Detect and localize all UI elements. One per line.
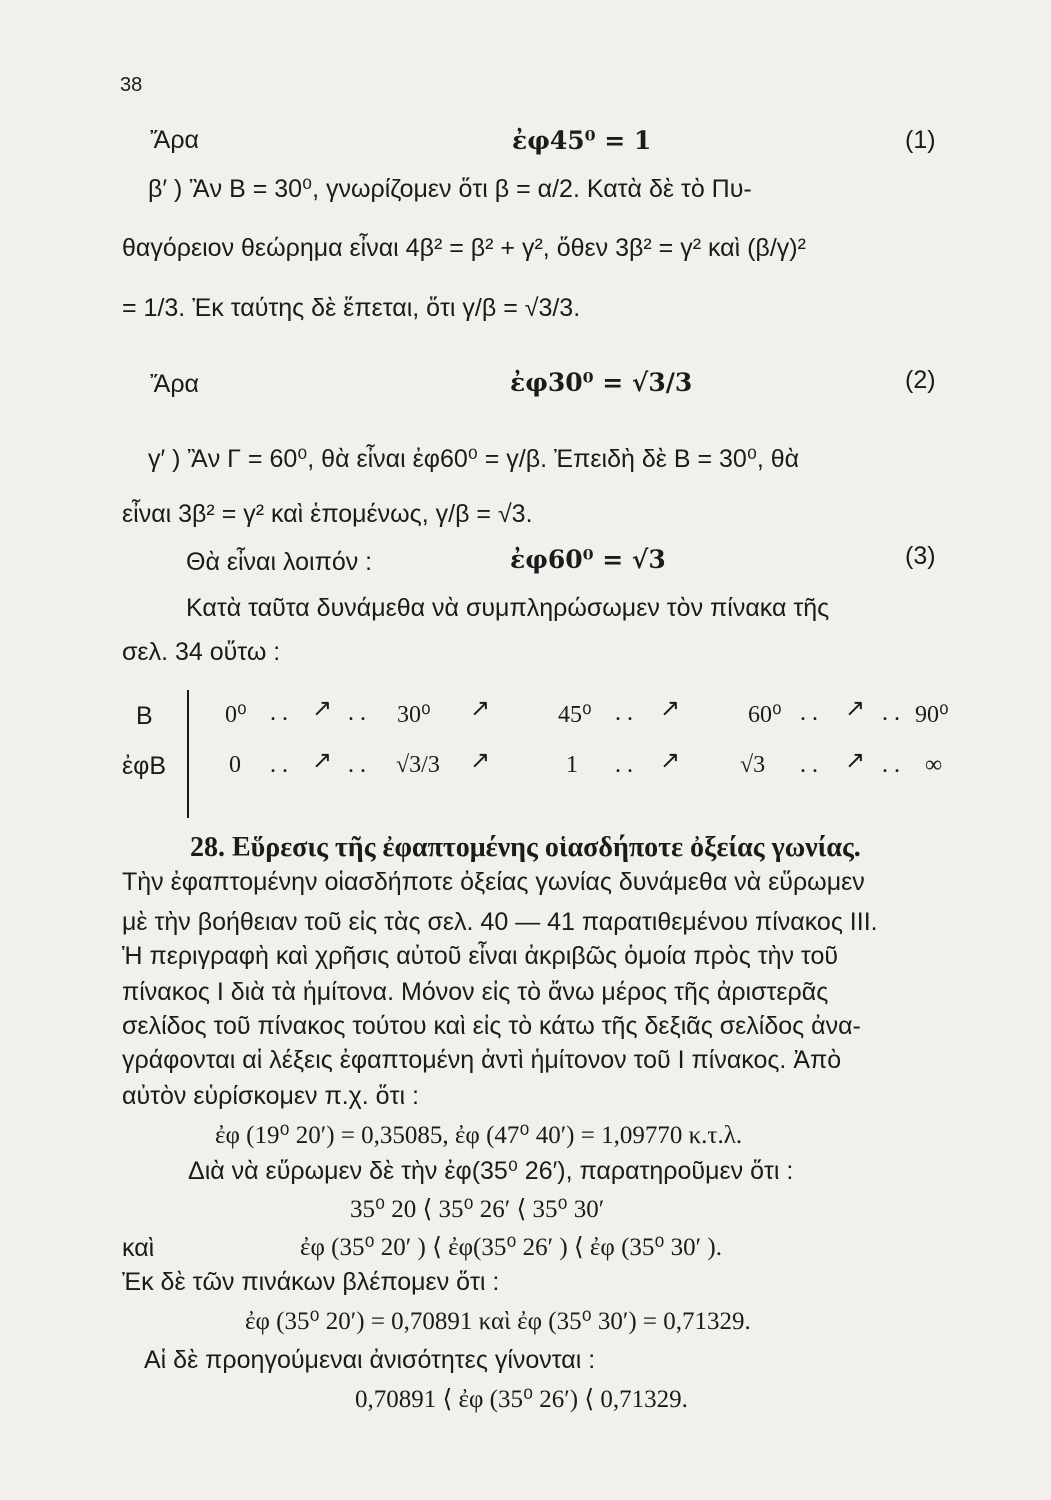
- tha-einai-formula: ἐφ60⁰ = √3: [510, 545, 666, 574]
- dia-na-line: Διὰ νὰ εὕρωμεν δὲ τὴν ἐφ(35⁰ 26′), παρατηροῦμεν ὅτι :: [188, 1157, 794, 1185]
- b-value-60: 60⁰: [748, 702, 782, 728]
- paragraph-line-6: γράφονται αἱ λέξεις ἐφαπτομένη ἀντὶ ἡμίτονον τοῦ Ι πίνακος. Ἀπὸ: [122, 1046, 842, 1074]
- gamma-line: γ′ ) Ἂν Γ = 60⁰, θὰ εἶναι ἐφ60⁰ = γ/β. Ἐπειδὴ δὲ Β = 30⁰, θὰ: [148, 445, 800, 473]
- ara-2-word: Ἄρα: [150, 370, 200, 398]
- dots: . .: [882, 752, 900, 778]
- tha-einai-word: Θὰ εἶναι λοιπόν :: [186, 548, 373, 576]
- dots: . .: [348, 700, 366, 726]
- table-values-line: ἐφ (35⁰ 20′) = 0,70891 καὶ ἐφ (35⁰ 30′) = 0,71329.: [245, 1308, 751, 1335]
- ai-de-line: Αἱ δὲ προηγούμεναι ἀνισότητες γίνονται :: [144, 1346, 596, 1374]
- paragraph-line-5: σελίδος τοῦ πίνακος τούτου καὶ εἰς τὸ κάτω τῆς δεξιᾶς σελίδος ἀνα-: [122, 1012, 861, 1040]
- tan-value-90: ∞: [925, 752, 943, 778]
- dots: . .: [348, 752, 366, 778]
- paragraph-line-7: αὐτὸν εὑρίσκομεν π.χ. ὅτι :: [122, 1082, 419, 1110]
- section-heading: 28. Εὕρεσις τῆς ἐφαπτομένης οἱασδήποτε ὀξείας γωνίας.: [190, 832, 861, 863]
- arrow-icon: ↗: [312, 748, 333, 774]
- inequality-angles: 35⁰ 20 ⟨ 35⁰ 26′ ⟨ 35⁰ 30′: [350, 1196, 605, 1223]
- kai-word: καὶ: [122, 1234, 155, 1262]
- dots: . .: [800, 700, 818, 726]
- ek-pinakon-line: Ἐκ δὲ τῶν πινάκων βλέπομεν ὅτι :: [122, 1268, 500, 1296]
- tan-value-30: √3/3: [396, 752, 440, 778]
- arrow-icon: ↗: [470, 696, 491, 722]
- tan-value-60: √3: [740, 752, 766, 778]
- einai-line: εἶναι 3β² = γ² καὶ ἑπομένως, γ/β = √3.: [122, 500, 533, 528]
- eq-number-1: (1): [905, 126, 936, 154]
- b-value-90: 90⁰: [915, 702, 949, 728]
- ara-1-formula: ἐφ45⁰ = 1: [512, 126, 652, 155]
- tan-value-0: 0: [229, 752, 241, 778]
- ara-2-formula: ἐφ30⁰ = √3/3: [510, 368, 693, 397]
- dots: . .: [800, 752, 818, 778]
- arrow-icon: ↗: [660, 748, 681, 774]
- ara-1-word: Ἄρα: [150, 126, 200, 154]
- kata-tauta-line-1: Κατὰ ταῦτα δυνάμεθα νὰ συμπληρώσωμεν τὸν πίνακα τῆς: [186, 594, 830, 622]
- page-number: 38: [120, 74, 143, 96]
- dots: . .: [270, 700, 288, 726]
- b-value-45: 45⁰: [558, 702, 592, 728]
- dots: . .: [615, 700, 633, 726]
- row-label-b: Β: [136, 702, 153, 730]
- b-value-30: 30⁰: [397, 702, 431, 728]
- inequality-tangents: ἐφ (35⁰ 20′ ) ⟨ ἐφ(35⁰ 26′ ) ⟨ ἐφ (35⁰ 30′ ).: [300, 1234, 722, 1261]
- arrow-icon: ↗: [660, 696, 681, 722]
- pythagoras-line: θαγόρειον θεώρημα εἶναι 4β² = β² + γ², ὅθεν 3β² = γ² καὶ (β/γ)²: [122, 234, 806, 262]
- ek-tautis-line: = 1/3. Ἐκ ταύτης δὲ ἕπεται, ὅτι γ/β = √3/3.: [122, 294, 581, 322]
- paragraph-line-4: πίνακος Ι διὰ τὰ ἡμίτονα. Μόνον εἰς τὸ ἄνω μέρος τῆς ἀριστερᾶς: [122, 978, 829, 1006]
- arrow-icon: ↗: [845, 748, 866, 774]
- paragraph-line-1: Τὴν ἐφαπτομένην οἱασδήποτε ὀξείας γωνίας δυνάμεθα νὰ εὕρωμεν: [122, 868, 865, 896]
- row-label-tan-b: ἐφΒ: [122, 752, 167, 780]
- arrow-icon: ↗: [312, 696, 333, 722]
- table-divider: [187, 690, 189, 818]
- tan-value-45: 1: [566, 752, 578, 778]
- example-values: ἐφ (19⁰ 20′) = 0,35085, ἐφ (47⁰ 40′) = 1,09770 κ.τ.λ.: [215, 1122, 743, 1149]
- beta-line: β′ ) Ἂν Β = 30⁰, γνωρίζομεν ὅτι β = α/2. Κατὰ δὲ τὸ Πυ-: [148, 175, 752, 203]
- eq-number-2: (2): [905, 366, 936, 394]
- eq-number-3: (3): [905, 542, 936, 570]
- paragraph-line-2: μὲ τὴν βοήθειαν τοῦ εἰς τὰς σελ. 40 — 41 παρατιθεμένου πίνακος ΙΙΙ.: [122, 908, 878, 936]
- arrow-icon: ↗: [845, 696, 866, 722]
- paragraph-line-3: Ἡ περιγραφὴ καὶ χρῆσις αὐτοῦ εἶναι ἀκριβῶς ὁμοία πρὸς τὴν τοῦ: [122, 942, 839, 970]
- dots: . .: [270, 752, 288, 778]
- kata-tauta-line-2: σελ. 34 οὕτω :: [122, 638, 281, 666]
- dots: . .: [615, 752, 633, 778]
- final-inequality: 0,70891 ⟨ ἐφ (35⁰ 26′) ⟨ 0,71329.: [355, 1386, 688, 1413]
- dots: . .: [882, 700, 900, 726]
- arrow-icon: ↗: [470, 748, 491, 774]
- b-value-0: 0⁰: [225, 702, 247, 728]
